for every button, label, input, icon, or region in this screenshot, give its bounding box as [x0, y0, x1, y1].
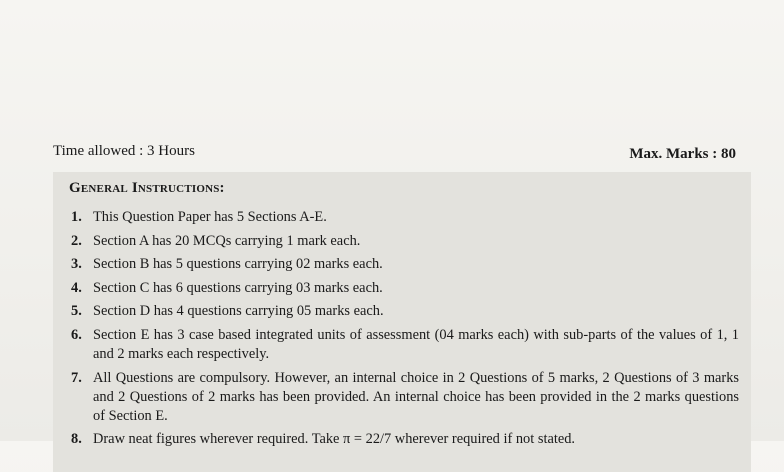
- instruction-text: Draw neat figures wherever required. Take π = 22/7 wherever required if not stated.: [93, 431, 576, 448]
- instruction-item: [71, 302, 739, 321]
- instruction-item: [71, 208, 739, 227]
- instruction-number: 5.: [71, 303, 82, 320]
- instruction-item: [71, 279, 739, 298]
- instruction-text: Section D has 4 questions carrying 05 marks each.: [93, 303, 384, 320]
- instruction-number: 1.: [71, 209, 82, 225]
- instruction-number: 6.: [71, 326, 82, 343]
- instruction-text: Section C has 6 questions carrying 03 marks each.: [93, 279, 383, 296]
- instruction-text: Section A has 20 MCQs carrying 1 mark each.: [93, 232, 361, 249]
- instruction-text: All Questions are compulsory. However, an internal choice in 2 Questions of 5 marks, 2 Questions of 3 marks and 2 Questions of 2 marks has been provided. An internal choice has been provided in the 2 marks questions of Section E.: [93, 369, 739, 424]
- instruction-number: 7.: [71, 369, 82, 386]
- instruction-item: [71, 232, 739, 251]
- instruction-item: [71, 326, 739, 364]
- instructions-list: [71, 208, 739, 454]
- instruction-item: [71, 255, 739, 274]
- instruction-number: 4.: [71, 279, 82, 296]
- instruction-number: 8.: [71, 431, 82, 448]
- time-allowed: Time allowed : 3 Hours: [53, 143, 195, 159]
- instruction-text: This Question Paper has 5 Sections A-E.: [93, 209, 327, 225]
- instruction-number: 2.: [71, 232, 82, 249]
- instruction-item: [71, 430, 739, 449]
- instruction-number: 3.: [71, 256, 82, 273]
- instructions-heading: General Instructions:: [69, 180, 225, 196]
- max-marks: Max. Marks : 80: [629, 146, 736, 162]
- instruction-item: [71, 369, 739, 426]
- instruction-text: Section B has 5 questions carrying 02 marks each.: [93, 256, 383, 273]
- instruction-text: Section E has 3 case based integrated units of assessment (04 marks each) with sub-parts of the values of 1, 1 and 2 marks each respectively.: [93, 326, 739, 362]
